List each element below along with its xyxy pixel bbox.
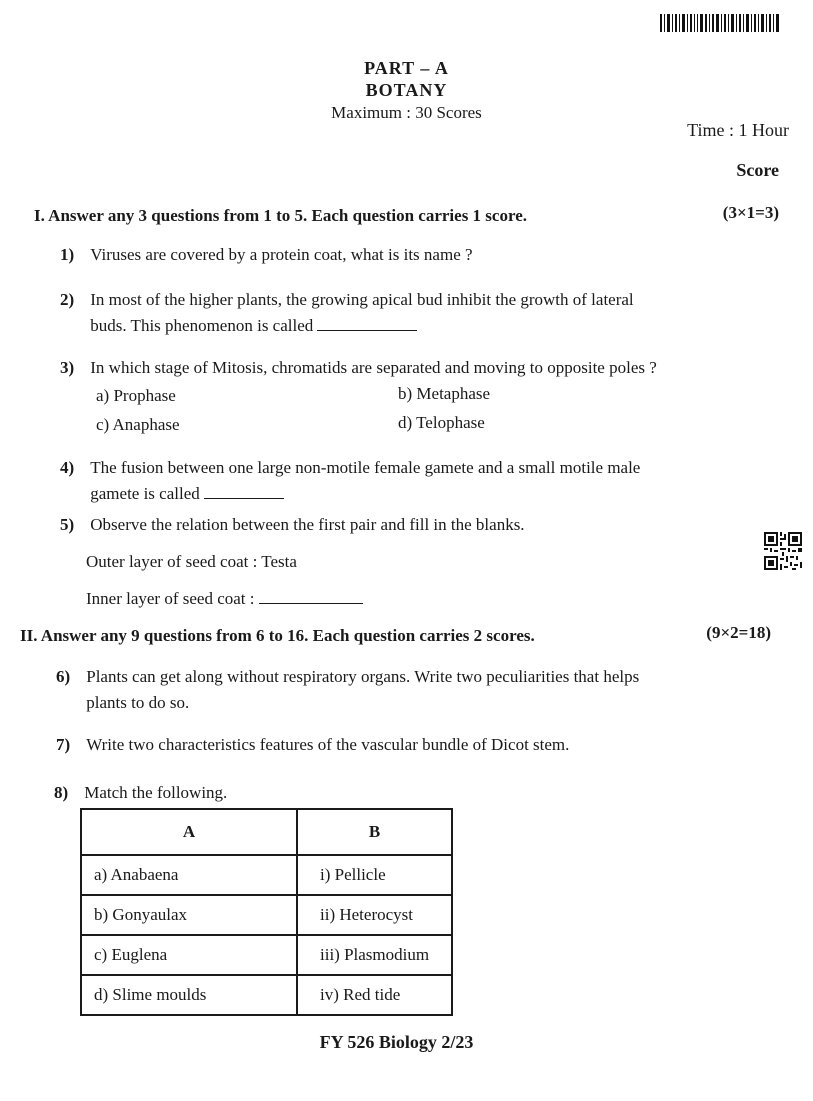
question-7 [56, 732, 766, 758]
answer-blank [204, 497, 284, 499]
question-number: 2) [60, 290, 75, 309]
seed-coat-inner [86, 586, 363, 612]
part-title: PART – A [364, 58, 449, 78]
cell-b: iii) Plasmodium [297, 935, 452, 975]
subject-title: BOTANY [365, 80, 448, 100]
page-footer-code: FY 526 Biology 2/23 [319, 1032, 474, 1052]
question-number: 7) [56, 735, 71, 754]
question-text: In which stage of Mitosis, chromatids are separated and moving to opposite poles ? [90, 358, 657, 377]
section-2-heading: II. Answer any 9 questions from 6 to 16. Each question carries 2 scores. [20, 626, 535, 645]
question-text: Viruses are covered by a protein coat, what is its name ? [90, 245, 473, 264]
question-2 [60, 287, 770, 339]
seed-coat-inner-label: Inner layer of seed coat : [86, 589, 255, 608]
seed-coat-outer: Outer layer of seed coat : Testa [86, 552, 297, 571]
answer-blank [259, 602, 363, 604]
time-limit: Time : 1 Hour [687, 120, 789, 140]
cell-a: c) Euglena [81, 935, 297, 975]
option-d: d) Telophase [398, 413, 485, 432]
question-text: In most of the higher plants, the growing apical bud inhibit the growth of lateral [90, 290, 634, 309]
maximum-score: Maximum : 30 Scores [331, 103, 482, 122]
column-b-header: B [297, 809, 452, 855]
cell-a: a) Anabaena [81, 855, 297, 895]
table-row [81, 855, 452, 895]
option-c: c) Anaphase [96, 415, 180, 434]
question-1 [60, 242, 770, 268]
question-5 [60, 512, 770, 538]
question-number: 3) [60, 358, 75, 377]
question-text: Plants can get along without respiratory organs. Write two peculiarities that helps [86, 667, 640, 686]
section-2-marks: (9×2=18) [706, 623, 771, 642]
question-number: 5) [60, 515, 75, 534]
question-text-line2: plants to do so. [86, 693, 190, 712]
question-text-line2: buds. This phenomenon is called [90, 316, 314, 335]
table-row [81, 975, 452, 1015]
qr-code-image [764, 532, 802, 570]
question-3 [60, 355, 770, 381]
question-text-line2: gamete is called [90, 484, 200, 503]
score-column-heading: Score [736, 160, 779, 180]
question-number: 6) [56, 667, 71, 686]
cell-a: d) Slime moulds [81, 975, 297, 1015]
answer-blank [317, 329, 417, 331]
question-text: The fusion between one large non-motile female gamete and a small motile male [90, 458, 641, 477]
cell-a: b) Gonyaulax [81, 895, 297, 935]
question-text: Write two characteristics features of the vascular bundle of Dicot stem. [86, 735, 570, 754]
barcode-image [660, 14, 780, 32]
section-1-marks: (3×1=3) [722, 203, 779, 222]
match-table [80, 808, 453, 1016]
question-4 [60, 455, 770, 507]
question-number: 4) [60, 458, 75, 477]
section-1-heading: I. Answer any 3 questions from 1 to 5. Each question carries 1 score. [34, 206, 527, 225]
question-number: 8) [54, 783, 69, 802]
question-number: 1) [60, 245, 75, 264]
cell-b: iv) Red tide [297, 975, 452, 1015]
table-header-row [81, 809, 452, 855]
cell-b: ii) Heterocyst [297, 895, 452, 935]
cell-b: i) Pellicle [297, 855, 452, 895]
table-row [81, 895, 452, 935]
table-row [81, 935, 452, 975]
column-a-header: A [81, 809, 297, 855]
option-b: b) Metaphase [398, 384, 491, 403]
question-text: Match the following. [84, 783, 228, 802]
question-text: Observe the relation between the first pair and fill in the blanks. [90, 515, 525, 534]
option-a: a) Prophase [96, 386, 176, 405]
question-6 [56, 664, 766, 716]
question-8 [54, 780, 384, 806]
